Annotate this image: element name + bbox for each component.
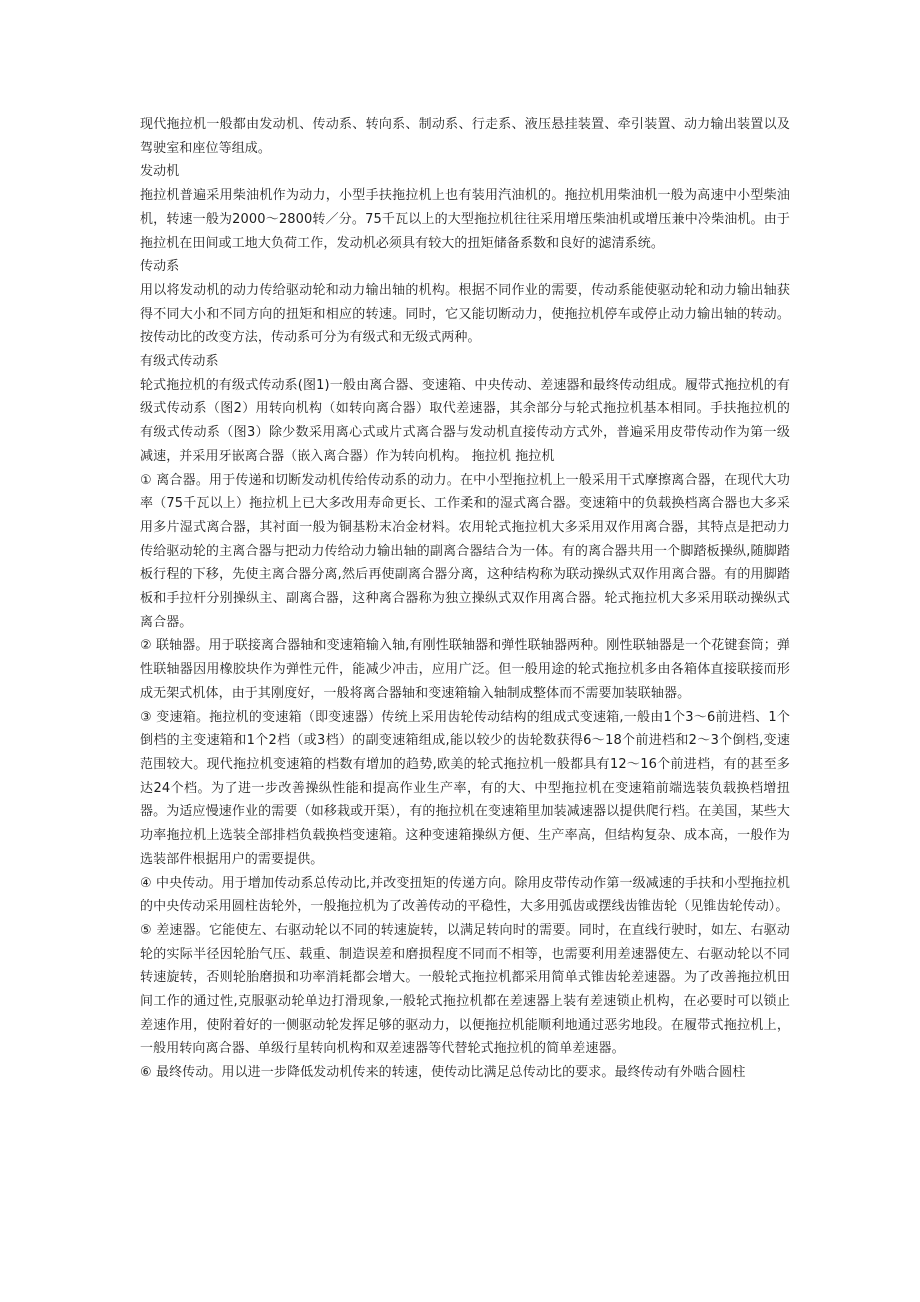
intro-paragraph: 现代拖拉机一般都由发动机、传动系、转向系、制动系、行走系、液压悬挂装置、牵引装置、动力输出装置以及驾驶室和座位等组成。 — [140, 117, 790, 156]
stepped-transmission-paragraph: 轮式拖拉机的有级式传动系(图1)一般由离合器、变速箱、中央传动、差速器和最终传动组成。履带式拖拉机的有级式传动系（图2）用转向机构（如转向离合器）取代差速器，其余部分与轮式拖拉机基本相同。手扶拖拉机的有级式传动系（图3）除少数采用离心式或片式离合器与发动机直接传动方式外，普遍采用皮带传动作为第一级减速，并采用牙嵌离合器（嵌入离合器）作为转向机构。 拖拉机 拖拉机 — [140, 377, 790, 464]
final-drive-paragraph: ⑥ 最终传动。用以进一步降低发动机传来的转速，使传动比满足总传动比的要求。最终传动有外啮合圆柱 — [140, 1065, 746, 1081]
section-heading-transmission: 传动系 — [140, 259, 180, 275]
engine-paragraph: 拖拉机普遍采用柴油机作为动力，小型手扶拖拉机上也有装用汽油机的。拖拉机用柴油机一般为高速中小型柴油机，转速一般为2000～2800转／分。75千瓦以上的大型拖拉机往往采用增压柴油机或增压兼中冷柴油机。由于拖拉机在田间或工地大负荷工作，发动机必须具有较大的扭矩储备系数和良好的滤清系统。 — [140, 188, 790, 251]
differential-paragraph: ⑤ 差速器。它能使左、右驱动轮以不同的转速旋转，以满足转向时的需要。同时，在直线行驶时，如左、右驱动轮的实际半径因轮胎气压、载重、制造误差和磨损程度不同而不相等，也需要利用差速器使左、右驱动轮以不同转速旋转，否则轮胎磨损和功率消耗都会增大。一般轮式拖拉机都采用简单式锥齿轮差速器。为了改善拖拉机田间工作的通过性,克服驱动轮单边打滑现象,一般轮式拖拉机都在差速器上装有差速锁止机构，在必要时可以锁止差速作用，使附着好的一侧驱动轮发挥足够的驱动力，以便拖拉机能顺利地通过恶劣地段。在履带式拖拉机上，一般用转向离合器、单级行星转向机构和双差速器等代替轮式拖拉机的简单差速器。 — [140, 922, 790, 1057]
central-drive-paragraph: ④ 中央传动。用于增加传动系总传动比,并改变扭矩的传递方向。除用皮带传动作第一级减速的手扶和小型拖拉机的中央传动采用圆柱齿轮外，一般拖拉机为了改善传动的平稳性，大多用弧齿或摆线齿锥齿轮（见锥齿轮传动）。 — [140, 875, 790, 915]
section-heading-engine: 发动机 — [140, 164, 180, 180]
section-heading-stepped-transmission: 有级式传动系 — [140, 354, 219, 370]
document-page — [140, 113, 790, 1085]
gearbox-paragraph: ③ 变速箱。拖拉机的变速箱（即变速器）传统上采用齿轮传动结构的组成式变速箱,一般由1个3～6前进档、1个倒档的主变速箱和1个2档（或3档）的副变速箱组成,能以较少的齿轮数获得6～18个前进档和2～3个倒档,变速范围较大。现代拖拉机变速箱的档数有增加的趋势,欧美的轮式拖拉机一般都具有12～16个前进档，有的甚至多达24个档。为了进一步改善操纵性能和提高作业生产率，有的大、中型拖拉机在变速箱前端选装负载换档增扭器。为适应慢速作业的需要（如移栽或开渠），有的拖拉机在变速箱里加装减速器以提供爬行档。在美国，某些大功率拖拉机上选装全部排档负载换档变速箱。这种变速箱操纵方便、生产率高，但结构复杂、成本高，一般作为选装部件根据用户的需要提供。 — [140, 709, 791, 867]
clutch-paragraph: ① 离合器。用于传递和切断发动机传给传动系的动力。在中小型拖拉机上一般采用干式摩擦离合器，在现代大功率（75千瓦以上）拖拉机上已大多改用寿命更长、工作柔和的湿式离合器。变速箱中的负载换档离合器也大多采用多片湿式离合器，其衬面一般为铜基粉末冶金材料。农用轮式拖拉机大多采用双作用离合器，其特点是把动力传给驱动轮的主离合器与把动力传给动力输出轴的副离合器结合为一体。有的离合器共用一个脚踏板操纵,随脚踏板行程的下移，先使主离合器分离,然后再使副离合器分离，这种结构称为联动操纵式双作用离合器。有的用脚踏板和手拉杆分别操纵主、副离合器，这种离合器称为独立操纵式双作用离合器。轮式拖拉机大多采用联动操纵式离合器。 — [140, 472, 790, 630]
transmission-paragraph: 用以将发动机的动力传给驱动轮和动力输出轴的机构。根据不同作业的需要，传动系能使驱动轮和动力输出轴获得不同大小和不同方向的扭矩和相应的转速。同时，它又能切断动力，使拖拉机停车或停止动力输出轴的转动。按传动比的改变方法，传动系可分为有级式和无级式两种。 — [140, 282, 790, 346]
coupling-paragraph: ② 联轴器。用于联接离合器轴和变速箱输入轴,有刚性联轴器和弹性联轴器两种。刚性联轴器是一个花键套筒；弹性联轴器因用橡胶块作为弹性元件，能减少冲击，应用广泛。但一般用途的轮式拖拉机多由各箱体直接联接而形成无架式机体，由于其刚度好，一般将离合器轴和变速箱输入轴制成整体而不需要加装联轴器。 — [140, 638, 790, 701]
